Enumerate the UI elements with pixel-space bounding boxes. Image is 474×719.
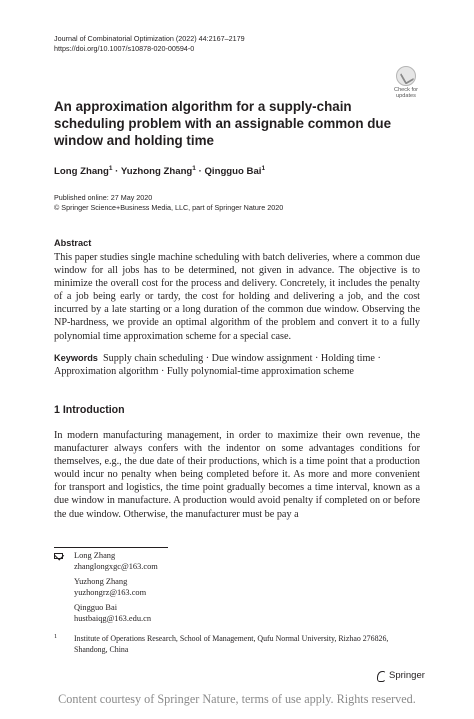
contact-name: Long Zhang <box>74 551 116 560</box>
affiliation-number: 1 <box>54 633 58 640</box>
springer-horse-icon <box>376 670 386 681</box>
author-affil-mark: 1 <box>261 165 266 172</box>
author-separator: · <box>195 166 205 177</box>
abstract-heading: Abstract <box>54 238 92 248</box>
keywords-text: Supply chain scheduling · Due window assignment · Holding time · Approximation algorithm · Fully polynomial-time approximation scheme <box>54 353 381 378</box>
introduction-text: In modern manufacturing management, in order to maximize their own revenue, the manufacturer always confers with the indentor on some advantages conditions for themselves, e.g., the due date of their productions, which is a time point that a production would incur no penalty when being completed before it. As more and more convenient for transport and logistics, the time point gradually becomes a time interval, known as a due window in manufacture. A production would avoid penalty if completed on or before the due window. Otherwise, the manufacturer must be pay a <box>54 430 420 520</box>
author-affil-mark: 1 <box>192 165 196 172</box>
published-date: Published online: 27 May 2020 <box>54 193 153 202</box>
journal-citation: Journal of Combinatorial Optimization (2022) 44:2167–2179 <box>54 34 245 43</box>
check-updates-icon <box>396 66 416 86</box>
affiliation-text: Institute of Operations Research, School of Management, Qufu Normal University, Rizhao 276826, Shandong, China <box>74 634 389 654</box>
author-name: Yuzhong Zhang <box>120 166 193 177</box>
abstract-text: This paper studies single machine scheduling with batch deliveries, where a common due window for all jobs has to be determined, not given in advance. The objective is to minimize the overall cost for the process and delivery. Concretely, it includes the penalty of a job being early or tardy, the cost for holding and delivering a job, and the cost incurred by a late starting or a long duration of the common due window. Observing the NP-hardness, we provide an optimal algorithm of the problem and convert it to a fully polynomial time approximation scheme for a special case. <box>54 252 420 342</box>
contact-email[interactable]: hustbaiqg@163.edu.cn <box>74 614 152 623</box>
check-updates-line2: updates <box>396 93 416 100</box>
footnote-divider <box>54 547 168 548</box>
author-name: Long Zhang <box>54 166 109 177</box>
author-affil-mark: 1 <box>108 165 113 172</box>
contact-email[interactable]: zhanglongxgc@163.com <box>74 562 158 571</box>
keywords-label: Keywords <box>54 353 98 363</box>
contact-email[interactable]: yuzhongrz@163.com <box>74 588 147 597</box>
publication-info <box>54 193 283 213</box>
contact-entry <box>74 576 146 598</box>
keywords <box>54 352 420 378</box>
section-heading-introduction: 1 Introduction <box>54 404 125 416</box>
springer-logo <box>376 670 425 681</box>
copyright-line: © Springer Science+Business Media, LLC, part of Springer Nature 2020 <box>54 203 284 212</box>
contact-entry <box>74 550 158 572</box>
check-for-updates-badge[interactable] <box>392 66 420 106</box>
author-name: Qingguo Bai <box>204 166 262 177</box>
courtesy-notice: Content courtesy of Springer Nature, terms of use apply. Rights reserved. <box>58 692 416 706</box>
paper-title: An approximation algorithm for a supply-chain scheduling problem with an assignable common due window and holding time <box>54 99 392 148</box>
author-separator: · <box>112 166 121 177</box>
doi-link[interactable]: https://doi.org/10.1007/s10878-020-00594-0 <box>54 44 195 53</box>
envelope-icon <box>54 553 63 559</box>
author-list <box>54 165 265 177</box>
journal-header <box>54 34 245 54</box>
publisher-name: Springer <box>389 670 425 681</box>
check-updates-line1: Check for <box>394 87 418 93</box>
contact-entry <box>74 602 151 624</box>
contact-name: Yuzhong Zhang <box>74 577 128 586</box>
contact-name: Qingguo Bai <box>74 603 118 612</box>
